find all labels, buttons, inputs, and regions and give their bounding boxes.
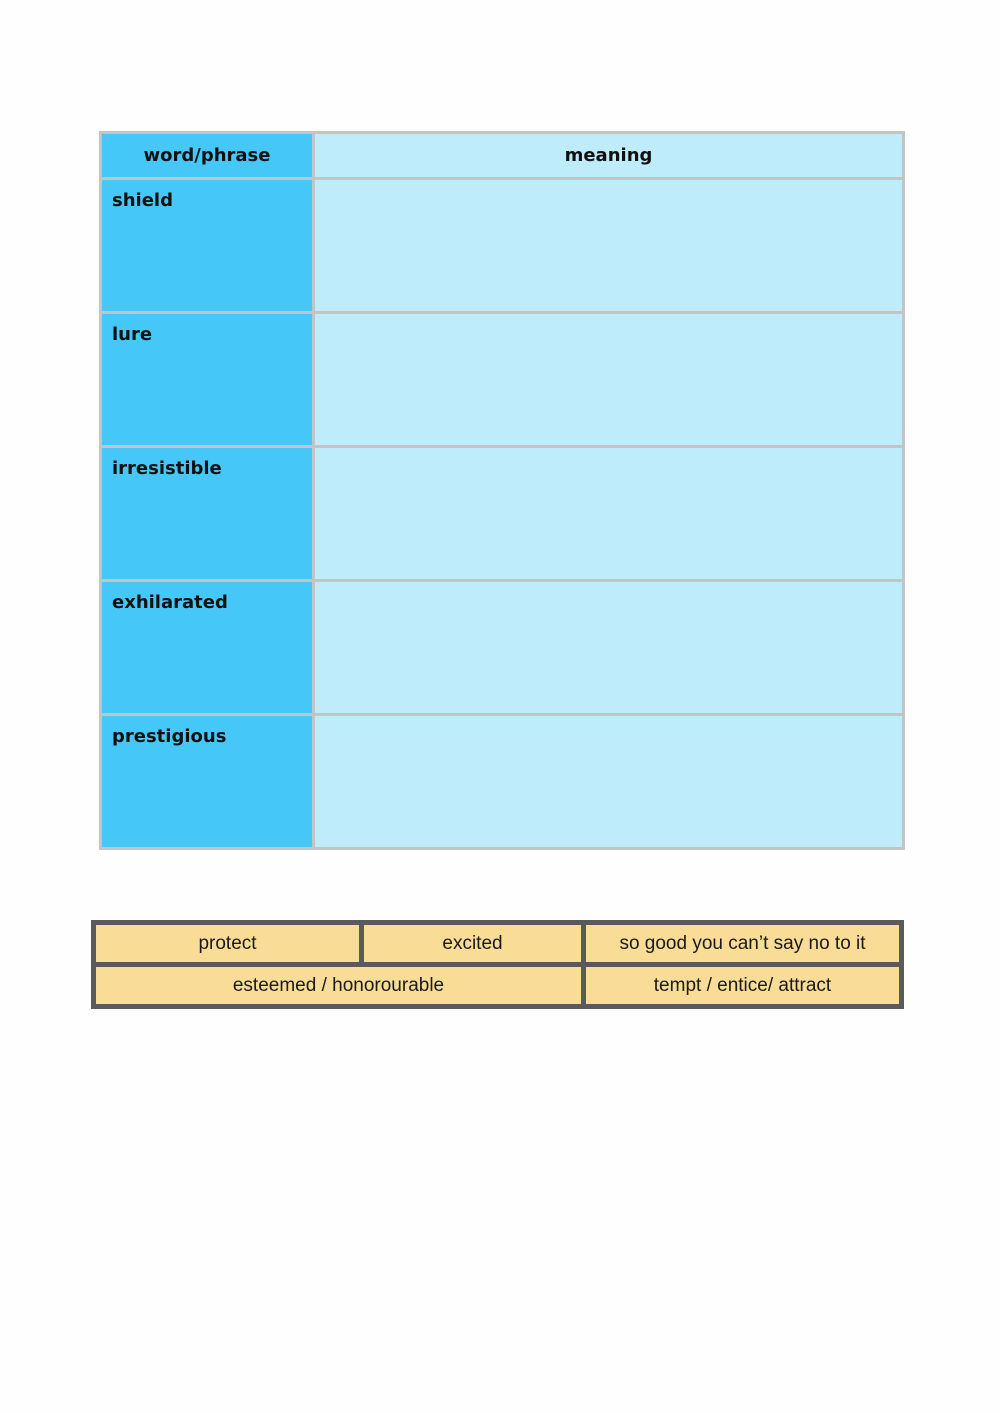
- answer-bank-row: [94, 923, 902, 965]
- answer-chip-protect[interactable]: protect: [94, 923, 362, 965]
- meaning-answer-cell[interactable]: [314, 715, 904, 849]
- meaning-header: meaning: [314, 133, 904, 179]
- answer-bank: [91, 920, 904, 1009]
- word-cell: [101, 447, 314, 581]
- answer-bank-row: [94, 965, 902, 1007]
- meaning-answer-cell[interactable]: [314, 313, 904, 447]
- word-cell: [101, 179, 314, 313]
- answer-chip-tempt[interactable]: tempt / entice/ attract: [584, 965, 902, 1007]
- answer-chip-excited[interactable]: excited: [362, 923, 584, 965]
- word-label-shield: shield: [112, 190, 173, 211]
- answer-chip-esteemed[interactable]: esteemed / honorourable: [94, 965, 584, 1007]
- answer-chip-so-good[interactable]: so good you can’t say no to it: [584, 923, 902, 965]
- word-cell: [101, 715, 314, 849]
- word-label-irresistible: irresistible: [112, 458, 222, 479]
- meaning-answer-cell[interactable]: [314, 447, 904, 581]
- table-row: [101, 179, 904, 313]
- table-row: [101, 581, 904, 715]
- word-cell: [101, 313, 314, 447]
- word-label-prestigious: prestigious: [112, 726, 227, 747]
- word-label-exhilarated: exhilarated: [112, 592, 228, 613]
- table-row: [101, 715, 904, 849]
- vocabulary-table: [99, 131, 905, 850]
- meaning-answer-cell[interactable]: [314, 179, 904, 313]
- table-header-row: [101, 133, 904, 179]
- word-cell: [101, 581, 314, 715]
- table-row: [101, 313, 904, 447]
- word-phrase-header: word/phrase: [101, 133, 314, 179]
- meaning-answer-cell[interactable]: [314, 581, 904, 715]
- table-row: [101, 447, 904, 581]
- word-label-lure: lure: [112, 324, 153, 345]
